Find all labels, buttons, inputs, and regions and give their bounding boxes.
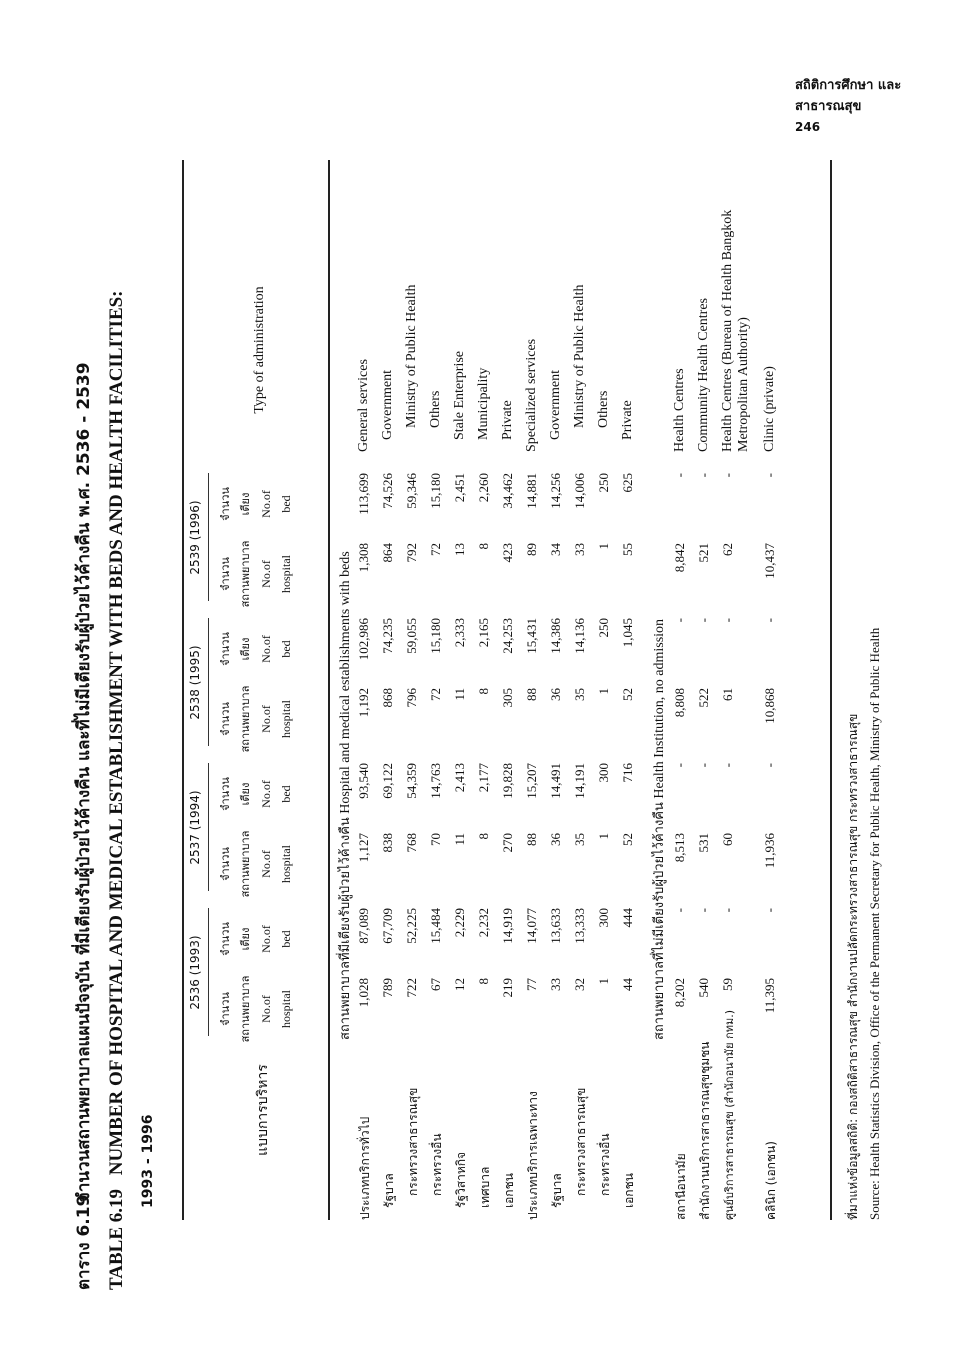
- table-cell: -: [762, 763, 777, 768]
- table-cell: 1,308: [356, 543, 371, 573]
- table-cell: 10,437: [762, 543, 777, 579]
- table-cell: 14,191: [572, 763, 587, 799]
- table-cell: 1,127: [356, 833, 371, 863]
- table-cell: 716: [620, 763, 635, 783]
- row-label-thai: รัฐบาล: [382, 1173, 396, 1208]
- year-header: 2539 (1996): [188, 500, 202, 575]
- table-cell: 2,451: [452, 473, 467, 503]
- bed-col-header: [216, 473, 296, 535]
- table-row: [500, 160, 523, 1220]
- col-header-line: bed: [279, 930, 293, 948]
- table-cell: 300: [596, 908, 611, 928]
- table-cell: 8: [476, 978, 491, 985]
- col-header-line: hospital: [279, 555, 293, 593]
- row-label-thai: รัฐวิสาหกิจ: [454, 1151, 468, 1208]
- row-label-english: Municipality: [476, 367, 491, 440]
- col-header-line: จำนวน: [219, 777, 232, 811]
- table-cell: 2,232: [476, 908, 491, 938]
- year-underline: [208, 763, 209, 891]
- table-cell: 864: [380, 543, 395, 563]
- table-cell: 2,165: [476, 618, 491, 648]
- table-cell: 14,763: [428, 763, 443, 799]
- year-underline: [208, 618, 209, 746]
- table-cell: 61: [720, 688, 735, 701]
- table-cell: 2,260: [476, 473, 491, 503]
- table-cell: 838: [380, 833, 395, 853]
- table-cell: 59,346: [404, 473, 419, 509]
- table-cell: 2,413: [452, 763, 467, 793]
- source-note: [842, 628, 886, 1220]
- table-cell: 15,180: [428, 473, 443, 509]
- table-cell: 88: [524, 688, 539, 701]
- row-label-english: Others: [596, 390, 611, 428]
- table-cell: -: [672, 908, 687, 913]
- table-cell: 522: [696, 688, 711, 708]
- col-header-line: สถานพยาบาล: [239, 975, 252, 1043]
- table-cell: 423: [500, 543, 515, 563]
- table-row: [452, 160, 475, 1220]
- table-cell: 14,077: [524, 908, 539, 944]
- row-label-thai: เทศบาล: [478, 1166, 492, 1208]
- table-cell: -: [720, 908, 735, 913]
- table-cell: 2,333: [452, 618, 467, 648]
- row-label-english: Stale Enterprise: [452, 350, 467, 440]
- row-label-english: Government: [380, 370, 395, 440]
- table-cell: 14,881: [524, 473, 539, 509]
- table-row: [524, 160, 547, 1220]
- hospital-col-header: [216, 972, 296, 1046]
- col-header-line: สถานพยาบาล: [239, 685, 252, 753]
- table-cell: -: [696, 908, 711, 913]
- table-row: [596, 160, 619, 1220]
- table-cell: 34: [548, 543, 563, 556]
- table-cell: 59,055: [404, 618, 419, 654]
- table-cell: 14,136: [572, 618, 587, 654]
- table-cell: 250: [596, 473, 611, 493]
- hospital-col-header: [216, 682, 296, 756]
- row-label-english: Private: [620, 400, 635, 440]
- table-cell: -: [762, 618, 777, 623]
- table-row: [380, 160, 403, 1220]
- table-cell: 768: [404, 833, 419, 853]
- row-label-english: General services: [356, 359, 371, 452]
- table-cell: 59: [720, 978, 735, 991]
- bed-col-header: [216, 763, 296, 825]
- col-header-line: hospital: [279, 845, 293, 883]
- col-header-line: จำนวน: [219, 632, 232, 666]
- table-cell: 11,395: [762, 978, 777, 1014]
- table-row: [620, 160, 643, 1220]
- table-cell: 531: [696, 833, 711, 853]
- table-cell: 868: [380, 688, 395, 708]
- table-cell: 93,540: [356, 763, 371, 799]
- table-cell: 12: [452, 978, 467, 991]
- table-cell: 8: [476, 833, 491, 840]
- col-header-line: สถานพยาบาล: [239, 540, 252, 608]
- table-cell: 88: [524, 833, 539, 846]
- table-cell: -: [720, 618, 735, 623]
- row-label-english: Ministry of Public Health: [572, 284, 587, 428]
- row-label-thai: สถานีอนามัย: [674, 1153, 688, 1220]
- table-cell: 15,207: [524, 763, 539, 799]
- table-cell: 796: [404, 688, 419, 708]
- table-cell: -: [672, 763, 687, 768]
- table-cell: -: [762, 908, 777, 913]
- title-eng-label: TABLE 6.19: [106, 1188, 127, 1290]
- title-years: 1993 - 1996: [140, 1114, 156, 1208]
- col-header-line: bed: [279, 495, 293, 513]
- table-cell: 87,089: [356, 908, 371, 944]
- table-cell: 14,006: [572, 473, 587, 509]
- table-cell: -: [720, 763, 735, 768]
- section-no-beds-eng: Health Institution, no admission: [652, 618, 667, 799]
- table-cell: 62: [720, 543, 735, 556]
- table-cell: 60: [720, 833, 735, 846]
- col-header-line: จำนวน: [219, 847, 232, 881]
- section-no-beds-thai: สถานพยาบาลที่ไม่มีเตียงรับผู้ป่วยไว้ค้างคืน: [652, 802, 667, 1040]
- page-header: [795, 74, 966, 134]
- title-eng-text: NUMBER OF HOSPITAL AND MEDICAL ESTABLISHMENT WITH BEDS AND HEALTH FACILITIES:: [106, 290, 127, 1176]
- table-cell: 521: [696, 543, 711, 563]
- table-cell: 789: [380, 978, 395, 998]
- section-with-beds-eng: Hospital and medical establishments with beds: [338, 551, 353, 814]
- table-cell: 2,177: [476, 763, 491, 793]
- table-cell: 33: [548, 978, 563, 991]
- row-label-thai: ประเภทบริการทั่วไป: [358, 1116, 372, 1220]
- col-header-line: จำนวน: [219, 702, 232, 736]
- title-thai-text: จำนวนสถานพยาบาลแผนปัจจุบัน ที่มีเตียงรับผู้ป่วยไว้ค้างคืน และที่ไม่มีเตียงรับผู้ป่วยไว้ค้างคืน พ.ศ. 2536 - 2539: [74, 362, 94, 1203]
- hospital-col-header: [216, 827, 296, 901]
- table-row: [696, 160, 719, 1220]
- table-cell: 32: [572, 978, 587, 991]
- table-cell: 11: [452, 688, 467, 701]
- table-cell: 52,225: [404, 908, 419, 944]
- table-cell: 14,491: [548, 763, 563, 799]
- table-cell: 19,828: [500, 763, 515, 799]
- table-cell: 10,868: [762, 688, 777, 724]
- col-header-line: เตียง: [239, 637, 252, 661]
- table-cell: 14,386: [548, 618, 563, 654]
- header-bottom-rule: [328, 160, 330, 1220]
- row-label-english: Others: [428, 390, 443, 428]
- title-thai-label: ตาราง 6.19: [74, 1194, 94, 1290]
- table-cell: -: [672, 473, 687, 478]
- row-label-thai: กระทรวงอื่น: [430, 1133, 444, 1196]
- year-header: 2537 (1994): [188, 790, 202, 865]
- table-cell: 8,202: [672, 978, 687, 1008]
- table-row: [476, 160, 499, 1220]
- table-cell: 722: [404, 978, 419, 998]
- bed-col-header: [216, 908, 296, 970]
- table-cell: 14,256: [548, 473, 563, 509]
- table-row: [548, 160, 571, 1220]
- row-label-thai: ประเภทบริการเฉพาะทาง: [526, 1091, 540, 1220]
- table-cell: 14,919: [500, 908, 515, 944]
- title-english: [106, 290, 128, 1290]
- table-cell: 24,253: [500, 618, 515, 654]
- col-header-line: No.of: [259, 705, 273, 733]
- table-cell: 36: [548, 833, 563, 846]
- table-cell: 625: [620, 473, 635, 493]
- table-cell: 300: [596, 763, 611, 783]
- hospital-col-header: [216, 537, 296, 611]
- table-cell: 52: [620, 688, 635, 701]
- table-cell: 444: [620, 908, 635, 928]
- row-label-english: Private: [500, 400, 515, 440]
- row-label-thai: เอกชน: [622, 1173, 636, 1208]
- table-cell: 1: [596, 688, 611, 695]
- table-cell: 36: [548, 688, 563, 701]
- table-cell: 792: [404, 543, 419, 563]
- row-label-english: Government: [548, 370, 563, 440]
- col-header-line: จำนวน: [219, 557, 232, 591]
- source-thai: ที่มาแห่งข้อมูลสถิติ: กองสถิติสาธารณสุข สำนักงานปลัดกระทรวงสาธารณสุข กระทรวงสาธารณสุข: [846, 713, 860, 1220]
- col-header-line: hospital: [279, 990, 293, 1028]
- table-cell: 69,122: [380, 763, 395, 799]
- table-cell: 44: [620, 978, 635, 991]
- table-cell: 11,936: [762, 833, 777, 869]
- table-cell: 305: [500, 688, 515, 708]
- section-no-beds: [648, 619, 669, 1040]
- table-cell: 13: [452, 543, 467, 556]
- col-header-line: สถานพยาบาล: [239, 830, 252, 898]
- table-cell: 270: [500, 833, 515, 853]
- col-header-line: No.of: [259, 490, 273, 518]
- table-cell: 35: [572, 833, 587, 846]
- col-header-line: No.of: [259, 635, 273, 663]
- table-cell: 55: [620, 543, 635, 556]
- section-with-beds-thai: สถานพยาบาลที่มีเตียงรับผู้ป่วยไว้ค้างคืน: [338, 817, 353, 1040]
- row-label-thai: รัฐบาล: [550, 1173, 564, 1208]
- table-cell: 8: [476, 543, 491, 550]
- row-label-english: Ministry of Public Health: [404, 284, 419, 428]
- section-with-beds: [334, 551, 355, 1040]
- col-header-line: เตียง: [239, 782, 252, 806]
- admin-header-thai: แบบการบริหาร: [255, 1064, 271, 1156]
- col-header-line: เตียง: [239, 492, 252, 516]
- table-cell: 54,359: [404, 763, 419, 799]
- year-underline: [208, 473, 209, 601]
- table-cell: 15,431: [524, 618, 539, 654]
- table-cell: 67,709: [380, 908, 395, 944]
- col-header-line: จำนวน: [219, 487, 232, 521]
- row-label-english: Clinic (private): [762, 366, 777, 452]
- table-cell: 250: [596, 618, 611, 638]
- table-top-rule: [182, 160, 184, 1220]
- table-cell: 1: [596, 833, 611, 840]
- table-row: [572, 160, 595, 1220]
- table-cell: 13,333: [572, 908, 587, 944]
- table-row: [404, 160, 427, 1220]
- table-cell: 35: [572, 688, 587, 701]
- col-header-line: No.of: [259, 560, 273, 588]
- table-row: [672, 160, 695, 1220]
- table-cell: 102,986: [356, 618, 371, 661]
- table-cell: 72: [428, 543, 443, 556]
- row-label-thai: ศูนย์บริการสาธารณสุข (สำนักอนามัย กทม.): [723, 1009, 736, 1220]
- col-header-line: No.of: [259, 850, 273, 878]
- running-title: สถิติการศึกษา และสาธารณสุข: [795, 78, 902, 114]
- table-cell: 1,028: [356, 978, 371, 1008]
- table-cell: 113,699: [356, 473, 371, 515]
- row-label-thai: เอกชน: [502, 1173, 516, 1208]
- row-label-english: Community Health Centres: [696, 298, 711, 452]
- title-thai: [70, 362, 97, 1290]
- table-cell: 34,462: [500, 473, 515, 509]
- table-cell: 74,235: [380, 618, 395, 654]
- admin-header-english: Type of administration: [252, 286, 267, 414]
- table-cell: 89: [524, 543, 539, 556]
- table-cell: 8,808: [672, 688, 687, 718]
- table-cell: 15,484: [428, 908, 443, 944]
- table-cell: 67: [428, 978, 443, 991]
- table-cell: 1: [596, 978, 611, 985]
- row-label-thai: กระทรวงสาธารณสุข: [574, 1087, 588, 1196]
- col-header-line: hospital: [279, 700, 293, 738]
- table-cell: -: [696, 473, 711, 478]
- table-cell: 2,229: [452, 908, 467, 938]
- table-cell: 8: [476, 688, 491, 695]
- source-eng: Source: Health Statistics Division, Office of the Permanent Secretary for Public Health, Ministry of Public Health: [867, 627, 882, 1220]
- table-cell: -: [696, 763, 711, 768]
- table-cell: 13,633: [548, 908, 563, 944]
- row-label-thai: กระทรวงสาธารณสุข: [406, 1087, 420, 1196]
- col-header-line: bed: [279, 785, 293, 803]
- table-cell: -: [720, 473, 735, 478]
- table-cell: 540: [696, 978, 711, 998]
- table-cell: -: [762, 473, 777, 478]
- table-row: [720, 160, 751, 1220]
- table-cell: 1,192: [356, 688, 371, 718]
- table-cell: 33: [572, 543, 587, 556]
- table-cell: 1: [596, 543, 611, 550]
- table-cell: 219: [500, 978, 515, 998]
- year-underline: [208, 908, 209, 1036]
- table-cell: 72: [428, 688, 443, 701]
- bed-col-header: [216, 618, 296, 680]
- table-cell: 8,842: [672, 543, 687, 573]
- col-header-line: bed: [279, 640, 293, 658]
- table-cell: 11: [452, 833, 467, 846]
- table-cell: 8,513: [672, 833, 687, 863]
- table-row: [356, 160, 379, 1220]
- year-header: 2536 (1993): [188, 935, 202, 1010]
- row-label-thai: สำนักงานบริการสาธารณสุขชุมชน: [698, 1041, 712, 1220]
- row-label-english: Health Centres (Bureau of Health Bangkok Metropolitan Authority): [720, 209, 751, 452]
- table-bottom-rule: [830, 160, 832, 1220]
- col-header-line: No.of: [259, 925, 273, 953]
- row-label-english: Health Centres: [672, 368, 687, 452]
- row-label-english: Specialized services: [524, 338, 539, 452]
- table-row: [762, 160, 785, 1220]
- row-label-thai: คลินิก (เอกชน): [764, 1141, 778, 1220]
- table-cell: 52: [620, 833, 635, 846]
- col-header-line: จำนวน: [219, 992, 232, 1026]
- table-cell: 15,180: [428, 618, 443, 654]
- table-cell: -: [672, 618, 687, 623]
- table-row: [428, 160, 451, 1220]
- table-cell: 1,045: [620, 618, 635, 648]
- col-header-line: No.of: [259, 995, 273, 1023]
- table-cell: 70: [428, 833, 443, 846]
- col-header-line: No.of: [259, 780, 273, 808]
- table-cell: 77: [524, 978, 539, 991]
- col-header-line: จำนวน: [219, 922, 232, 956]
- rotated-table-page: [70, 140, 910, 1290]
- row-label-thai: กระทรวงอื่น: [598, 1133, 612, 1196]
- year-header: 2538 (1995): [188, 645, 202, 720]
- page-number: 246: [795, 120, 821, 134]
- table-cell: -: [696, 618, 711, 623]
- table-cell: 74,526: [380, 473, 395, 509]
- col-header-line: เตียง: [239, 927, 252, 951]
